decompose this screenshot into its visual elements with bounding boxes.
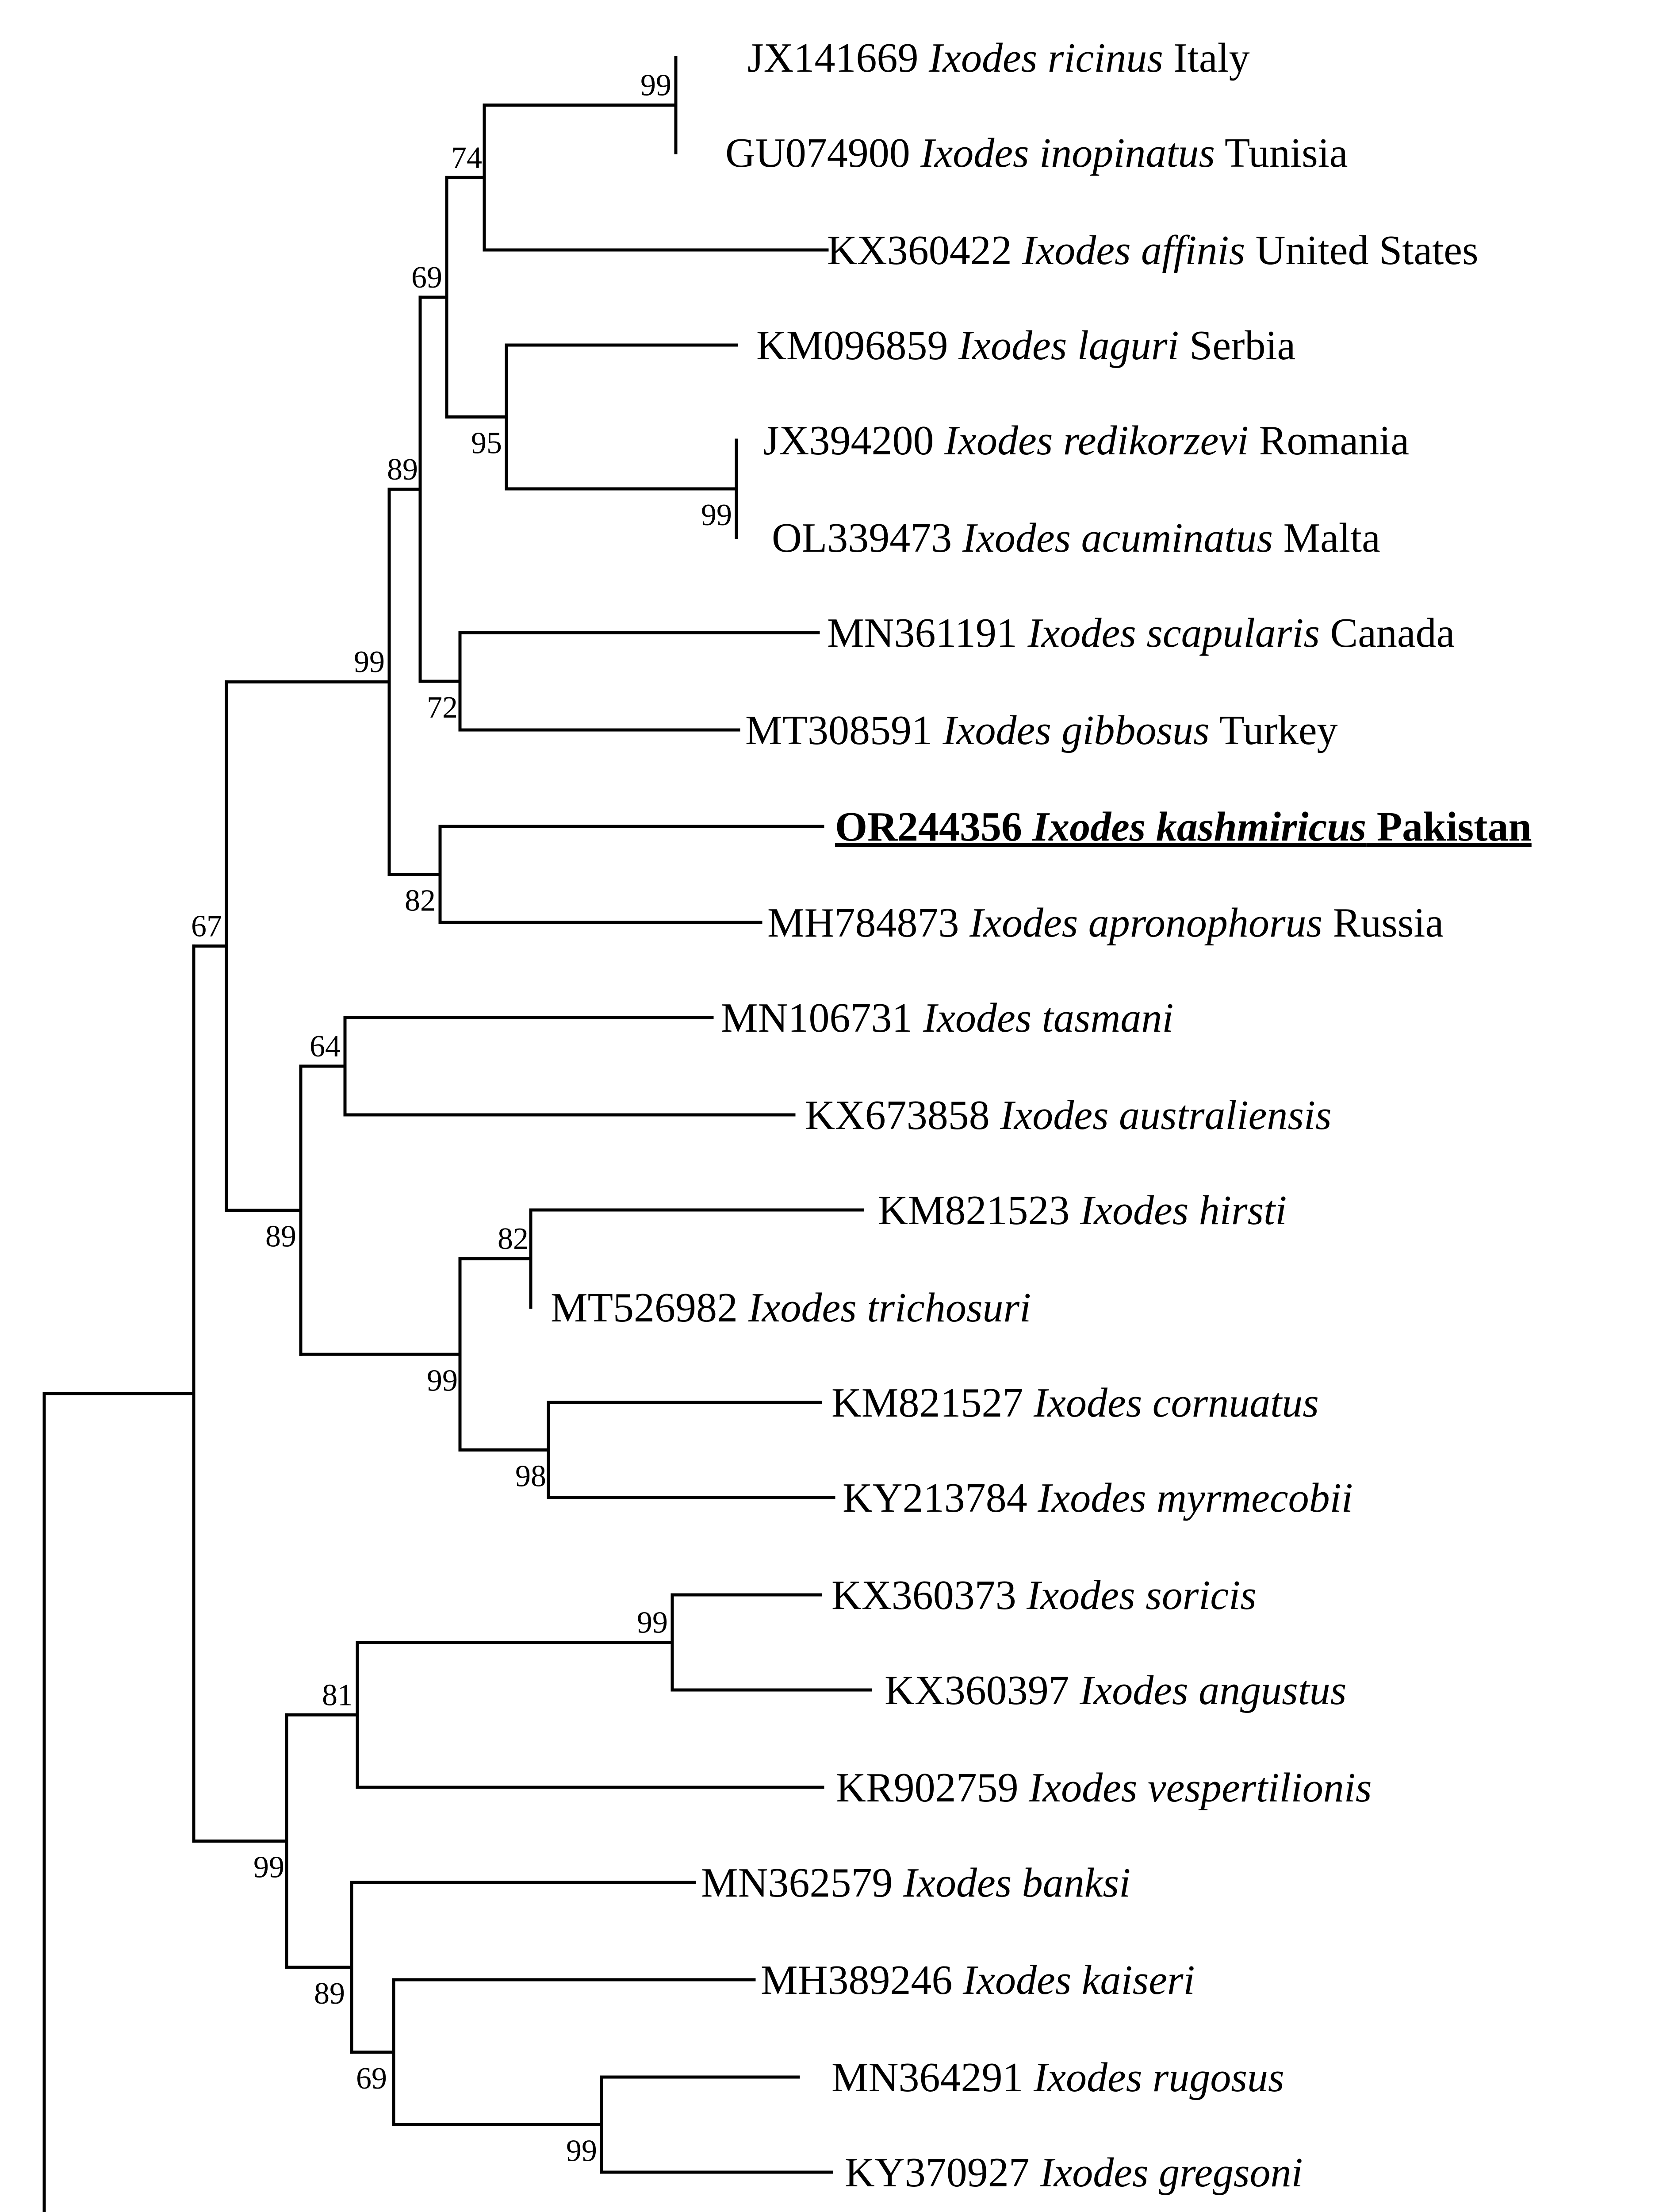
leaf-accession: GU074900 [725, 130, 921, 176]
leaf-accession: KR902759 [836, 1765, 1029, 1811]
leaf-species: Ixodes apronophorus [969, 900, 1323, 946]
leaf-label [845, 2150, 1303, 2196]
leaf-label [701, 1860, 1130, 1906]
leaf-label [831, 1380, 1319, 1426]
bootstrap-value: 99 [701, 498, 732, 532]
bootstrap-value: 99 [637, 1605, 668, 1640]
leaf-species: Ixodes scapularis [1027, 610, 1320, 656]
leaf-accession: MH784873 [767, 900, 969, 946]
leaf-species: Ixodes redikorzevi [944, 418, 1249, 464]
leaf-accession: KX360373 [831, 1572, 1027, 1618]
leaf-label [805, 1092, 1332, 1138]
leaf-accession: KX360397 [885, 1667, 1080, 1713]
leaf-accession: OR244356 [835, 804, 1033, 850]
bootstrap-value: 69 [411, 260, 442, 295]
leaf-accession: KM096859 [756, 323, 958, 369]
leaf-country: Romania [1249, 418, 1410, 464]
leaf-species: Ixodes kaiseri [962, 1957, 1195, 2003]
bootstrap-value: 67 [191, 909, 222, 944]
leaf-species: Ixodes vespertilionis [1029, 1765, 1372, 1811]
bootstrap-value: 95 [471, 426, 502, 461]
leaf-country: Tunisia [1215, 130, 1348, 176]
leaf-species: Ixodes angustus [1080, 1667, 1347, 1713]
leaf-species: Ixodes myrmecobii [1038, 1475, 1353, 1521]
leaf-label [885, 1667, 1346, 1713]
leaf-accession: JX141669 [747, 35, 929, 81]
leaf-species: Ixodes banksi [903, 1860, 1131, 1906]
leaf-country: Italy [1163, 35, 1250, 81]
leaf-label [831, 2055, 1284, 2101]
leaf-country: Russia [1322, 900, 1444, 946]
leaf-species: Ixodes trichosuri [748, 1285, 1031, 1331]
bootstrap-value: 72 [427, 691, 458, 725]
leaf-label [763, 418, 1409, 464]
leaf-species: Ixodes affinis [1022, 227, 1245, 273]
bootstrap-value: 82 [405, 883, 436, 918]
bootstrap-value: 98 [515, 1459, 546, 1494]
leaf-species: Ixodes laguri [958, 323, 1179, 369]
leaf-accession: KM821523 [878, 1187, 1080, 1233]
leaf-species: Ixodes hirsti [1080, 1187, 1287, 1233]
leaf-species: Ixodes ricinus [928, 35, 1163, 81]
bootstrap-value: 89 [314, 1976, 345, 2011]
leaf-label [843, 1475, 1353, 1521]
leaf-label [836, 1765, 1372, 1811]
leaf-label [878, 1187, 1287, 1233]
leaf-accession: KX360422 [827, 227, 1023, 273]
leaf-accession: MT308591 [745, 707, 943, 753]
leaf-label [827, 610, 1455, 656]
leaf-accession: MH389246 [761, 1957, 963, 2003]
bootstrap-value: 99 [253, 1850, 284, 1885]
leaf-label [725, 130, 1348, 176]
leaf-label [772, 515, 1380, 561]
leaf-country: Turkey [1209, 707, 1338, 753]
leaf-species: Ixodes acuminatus [962, 515, 1273, 561]
leaf-species: Ixodes tasmani [923, 995, 1174, 1041]
bootstrap-value: 69 [356, 2061, 387, 2096]
leaf-labels [414, 35, 1532, 2212]
leaf-species: Ixodes soricis [1027, 1572, 1257, 1618]
leaf-species: Ixodes cornuatus [1033, 1380, 1319, 1426]
leaf-label [745, 707, 1338, 753]
leaf-label [827, 227, 1479, 273]
leaf-species: Ixodes rugosus [1033, 2055, 1284, 2101]
leaf-label [747, 35, 1250, 81]
leaf-country: Malta [1273, 515, 1380, 561]
leaf-accession: JX394200 [763, 418, 944, 464]
bootstrap-value: 99 [566, 2134, 597, 2168]
leaf-label [767, 900, 1444, 946]
leaf-country: Canada [1320, 610, 1455, 656]
bootstrap-value: 82 [498, 1222, 529, 1256]
bootstrap-value: 81 [322, 1678, 353, 1713]
leaf-accession: MN364291 [831, 2055, 1034, 2101]
bootstrap-labels [191, 69, 732, 2168]
leaf-species: Ixodes inopinatus [920, 130, 1215, 176]
bootstrap-value: 99 [427, 1363, 458, 1398]
leaf-accession: KM821527 [831, 1380, 1034, 1426]
leaf-species: Ixodes kashmiricus [1032, 804, 1367, 850]
leaf-species: Ixodes gregsoni [1040, 2150, 1303, 2196]
leaf-country: United States [1245, 227, 1479, 273]
leaf-accession: MN361191 [827, 610, 1028, 656]
leaf-label [721, 995, 1174, 1041]
leaf-country: Serbia [1179, 323, 1296, 369]
bootstrap-value: 99 [640, 68, 671, 103]
leaf-species: Ixodes australiensis [1000, 1092, 1332, 1138]
leaf-label [835, 804, 1532, 850]
leaf-accession: KY370927 [845, 2150, 1040, 2196]
leaf-label [756, 323, 1295, 369]
leaf-label [831, 1572, 1257, 1618]
leaf-species: Ixodes gibbosus [943, 707, 1210, 753]
leaf-accession: MN106731 [721, 995, 923, 1041]
leaf-label [761, 1957, 1195, 2003]
leaf-label [551, 1285, 1031, 1331]
bootstrap-value: 89 [387, 452, 418, 487]
bootstrap-value: 99 [354, 645, 385, 680]
leaf-country: Pakistan [1366, 804, 1532, 850]
leaf-accession: MT526982 [551, 1285, 748, 1331]
leaf-accession: MN362579 [701, 1860, 903, 1906]
bootstrap-value: 89 [265, 1219, 296, 1254]
leaf-accession: KY213784 [843, 1475, 1038, 1521]
leaf-accession: KX673858 [805, 1092, 1000, 1138]
bootstrap-value: 64 [310, 1029, 341, 1064]
leaf-accession: OL339473 [772, 515, 962, 561]
bootstrap-value: 74 [451, 141, 482, 175]
